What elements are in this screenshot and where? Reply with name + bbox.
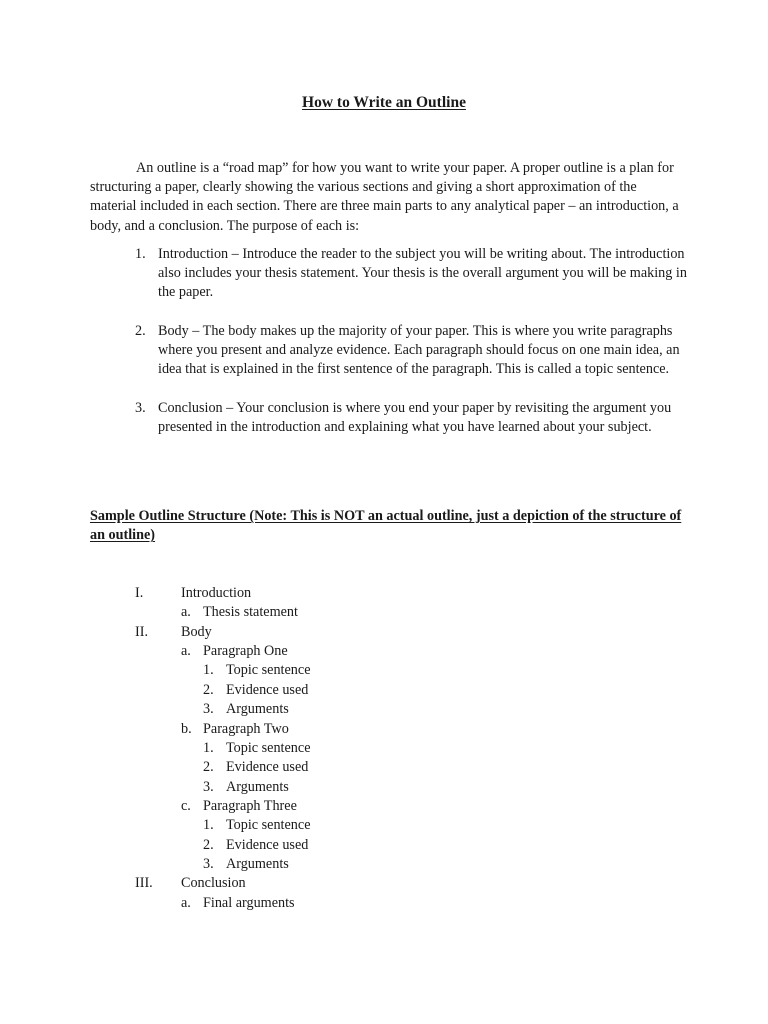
outline-item <box>0 661 768 680</box>
outline-marker: b. <box>181 720 192 737</box>
outline-item <box>0 642 768 661</box>
outline-item <box>0 758 768 777</box>
outline-marker: 3. <box>203 701 214 718</box>
list-item <box>135 399 695 437</box>
outline-marker: 3. <box>203 856 214 873</box>
sample-outline-heading: Sample Outline Structure (Note: This is NOT an actual outline, just a depiction of the structure of an outline) <box>90 508 682 544</box>
intro-paragraph: An outline is a “road map” for how you want to write your paper. A proper outline is a plan for structuring a paper, clearly showing the various sections and giving a short approximation of the material included in each section. There are three main parts to any analytical paper – an introduction, a body, and a conclusion. The purpose of each is: <box>90 160 679 234</box>
outline-marker: 2. <box>203 681 214 698</box>
sample-outline <box>0 584 768 913</box>
outline-text: Final arguments <box>203 894 295 911</box>
outline-text: Arguments <box>226 701 289 718</box>
outline-item <box>0 603 768 622</box>
outline-text: Conclusion <box>181 875 246 892</box>
outline-item <box>0 836 768 855</box>
outline-marker: a. <box>181 643 191 660</box>
outline-text: Paragraph Two <box>203 720 289 737</box>
outline-item <box>0 816 768 835</box>
outline-marker: a. <box>181 894 191 911</box>
list-item-text: Introduction – Introduce the reader to the subject you will be writing about. The introduction also includes your thesis statement. Your thesis is the overall argument you will be making in the paper. <box>158 246 687 301</box>
outline-text: Topic sentence <box>226 739 311 756</box>
outline-marker: 1. <box>203 662 214 679</box>
list-item-number: 1. <box>135 246 146 262</box>
outline-item <box>0 681 768 700</box>
list-item <box>135 245 695 303</box>
outline-text: Thesis statement <box>203 604 298 621</box>
outline-item <box>0 855 768 874</box>
outline-marker: 1. <box>203 739 214 756</box>
outline-marker: a. <box>181 604 191 621</box>
outline-marker: 1. <box>203 817 214 834</box>
list-item-text: Conclusion – Your conclusion is where you end your paper by revisiting the argument you presented in the introduction and explaining what you have learned about your subject. <box>158 400 672 436</box>
list-item-number: 2. <box>135 323 146 339</box>
outline-text: Topic sentence <box>226 662 311 679</box>
outline-text: Introduction <box>181 585 252 601</box>
outline-marker: II. <box>135 623 148 640</box>
outline-marker: 2. <box>203 759 214 776</box>
outline-item <box>0 778 768 797</box>
outline-item <box>0 739 768 758</box>
outline-text: Evidence used <box>226 759 309 776</box>
outline-item <box>0 584 768 603</box>
outline-marker: 3. <box>203 778 214 795</box>
outline-text: Arguments <box>226 778 289 795</box>
main-parts-list <box>135 245 695 457</box>
outline-marker: 2. <box>203 836 214 853</box>
outline-marker: I. <box>135 585 144 601</box>
outline-text: Evidence used <box>226 836 309 853</box>
outline-item <box>0 700 768 719</box>
outline-text: Topic sentence <box>226 817 311 834</box>
list-item-number: 3. <box>135 400 146 416</box>
document-title: How to Write an Outline <box>302 94 466 111</box>
list-item <box>135 322 695 380</box>
outline-item <box>0 720 768 739</box>
outline-text: Arguments <box>226 856 289 873</box>
outline-text: Paragraph One <box>203 643 288 660</box>
outline-item <box>0 797 768 816</box>
outline-item <box>0 874 768 893</box>
outline-marker: III. <box>135 875 153 892</box>
list-item-text: Body – The body makes up the majority of your paper. This is where you write paragraphs where you present and analyze evidence. Each paragraph should focus on one main idea, an idea that is explained in the first sentence of the paragraph. This is called a topic sentence. <box>158 323 680 378</box>
outline-text: Body <box>181 623 212 640</box>
outline-marker: c. <box>181 797 191 814</box>
outline-item <box>0 894 768 913</box>
outline-text: Evidence used <box>226 681 309 698</box>
outline-text: Paragraph Three <box>203 797 297 814</box>
outline-item <box>0 623 768 642</box>
